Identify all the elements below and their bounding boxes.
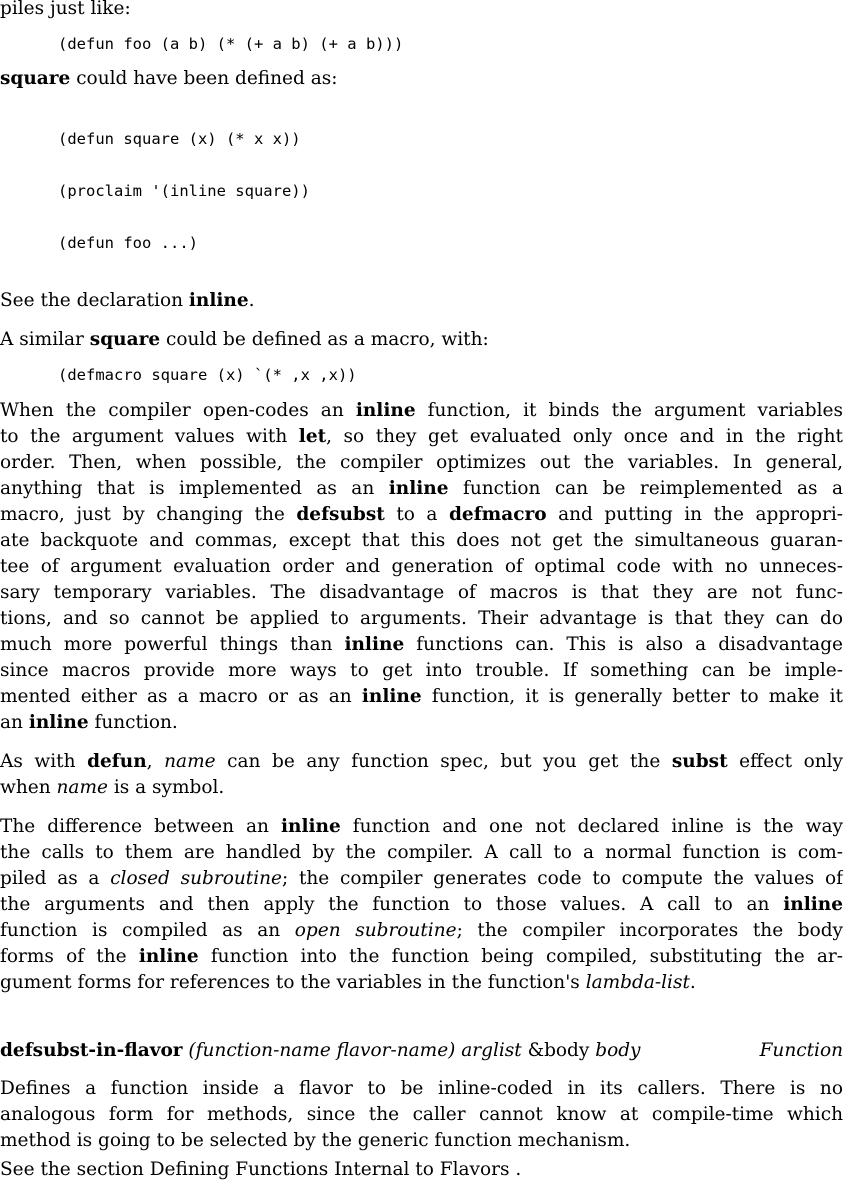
entry-heading: defsubst-in-flavor (function-name flavor-name) arglist &body body Function <box>0 1038 843 1064</box>
keyword-inline: inline <box>188 290 249 311</box>
code-defun-square: (defun square (x) (* x x)) <box>58 130 301 148</box>
intro-line: piles just like: <box>0 0 131 19</box>
entry-args: (function-name flavor-name) arglist <box>182 1040 522 1061</box>
keyword-square: square <box>0 68 71 89</box>
see-declaration-line: See the declaration inline. <box>0 290 255 311</box>
code-defmacro: (defmacro square (x) `(* ,x ,x)) <box>58 366 357 384</box>
code-foo: (defun foo (a b) (* (+ a b) (+ a b))) <box>58 35 404 53</box>
entry-kind: Function <box>759 1040 843 1061</box>
square-heading-line: square could have been defined as: <box>0 68 338 89</box>
similar-square-line: A similar square could be defined as a macro, with: <box>0 329 489 350</box>
code-proclaim: (proclaim '(inline square)) <box>58 182 310 200</box>
see-section-line: See the section Defining Functions Internal to Flavors . <box>0 1159 522 1180</box>
code-defun-foo: (defun foo ...) <box>58 234 198 252</box>
entry-name: defsubst-in-flavor <box>0 1040 183 1061</box>
